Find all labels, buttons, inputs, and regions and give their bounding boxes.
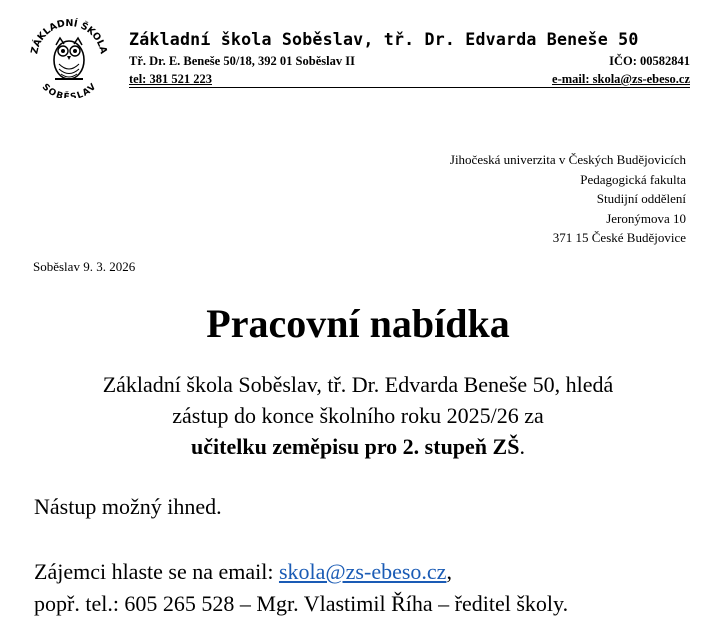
school-address: Tř. Dr. E. Beneše 50/18, 392 01 Soběslav II xyxy=(129,54,355,68)
position-period: . xyxy=(519,434,525,459)
start-date-note: Nástup možný ihned. xyxy=(34,494,222,519)
contact-info xyxy=(34,556,568,620)
recipient-line: Jihočeská univerzita v Českých Budějovicích xyxy=(449,152,686,167)
position-title: učitelku zeměpisu pro 2. stupeň ZŠ xyxy=(191,434,520,459)
contact-line-1 xyxy=(34,556,568,588)
school-logo xyxy=(29,14,109,98)
intro-line-3 xyxy=(0,431,716,462)
school-email: e-mail: skola@zs-ebeso.cz xyxy=(552,72,690,86)
header-row-address xyxy=(129,54,690,69)
contact-prefix: Zájemci hlaste se na email: xyxy=(34,559,279,584)
letter-date: Soběslav 9. 3. 2026 xyxy=(33,259,136,274)
recipient-line: 371 15 České Budějovice xyxy=(552,230,686,245)
school-phone: tel: 381 521 223 xyxy=(129,72,212,86)
logo-text-top: ZÁKLADNÍ ŠKOLA xyxy=(29,17,109,55)
logo-text-bottom: SOBĚSLAV xyxy=(39,82,99,98)
header-divider xyxy=(129,87,690,88)
svg-text:SOBĚSLAV xyxy=(40,82,98,98)
job-offer-intro xyxy=(0,369,716,462)
contact-email-link[interactable]: skola@zs-ebeso.cz xyxy=(278,559,447,584)
contact-line-2: popř. tel.: 605 265 528 – Mgr. Vlastimil Říha – ředitel školy. xyxy=(34,591,569,616)
intro-line-2: zástup do konce školního roku 2025/26 za xyxy=(172,403,544,428)
school-ico: IČO: 00582841 xyxy=(609,54,690,68)
header-row-contact xyxy=(129,72,690,87)
intro-line-1: Základní škola Soběslav, tř. Dr. Edvarda Beneše 50, hledá xyxy=(102,372,614,397)
contact-suffix: , xyxy=(446,559,452,584)
recipient-address xyxy=(450,150,686,248)
recipient-line: Studijní oddělení xyxy=(596,191,686,206)
page-title: Pracovní nabídka xyxy=(206,301,510,346)
recipient-line: Pedagogická fakulta xyxy=(580,171,686,187)
school-name: Základní škola Soběslav, tř. Dr. Edvarda Beneše 50 xyxy=(129,30,639,49)
recipient-line: Jeronýmova 10 xyxy=(606,210,686,226)
owl-icon xyxy=(54,38,84,79)
